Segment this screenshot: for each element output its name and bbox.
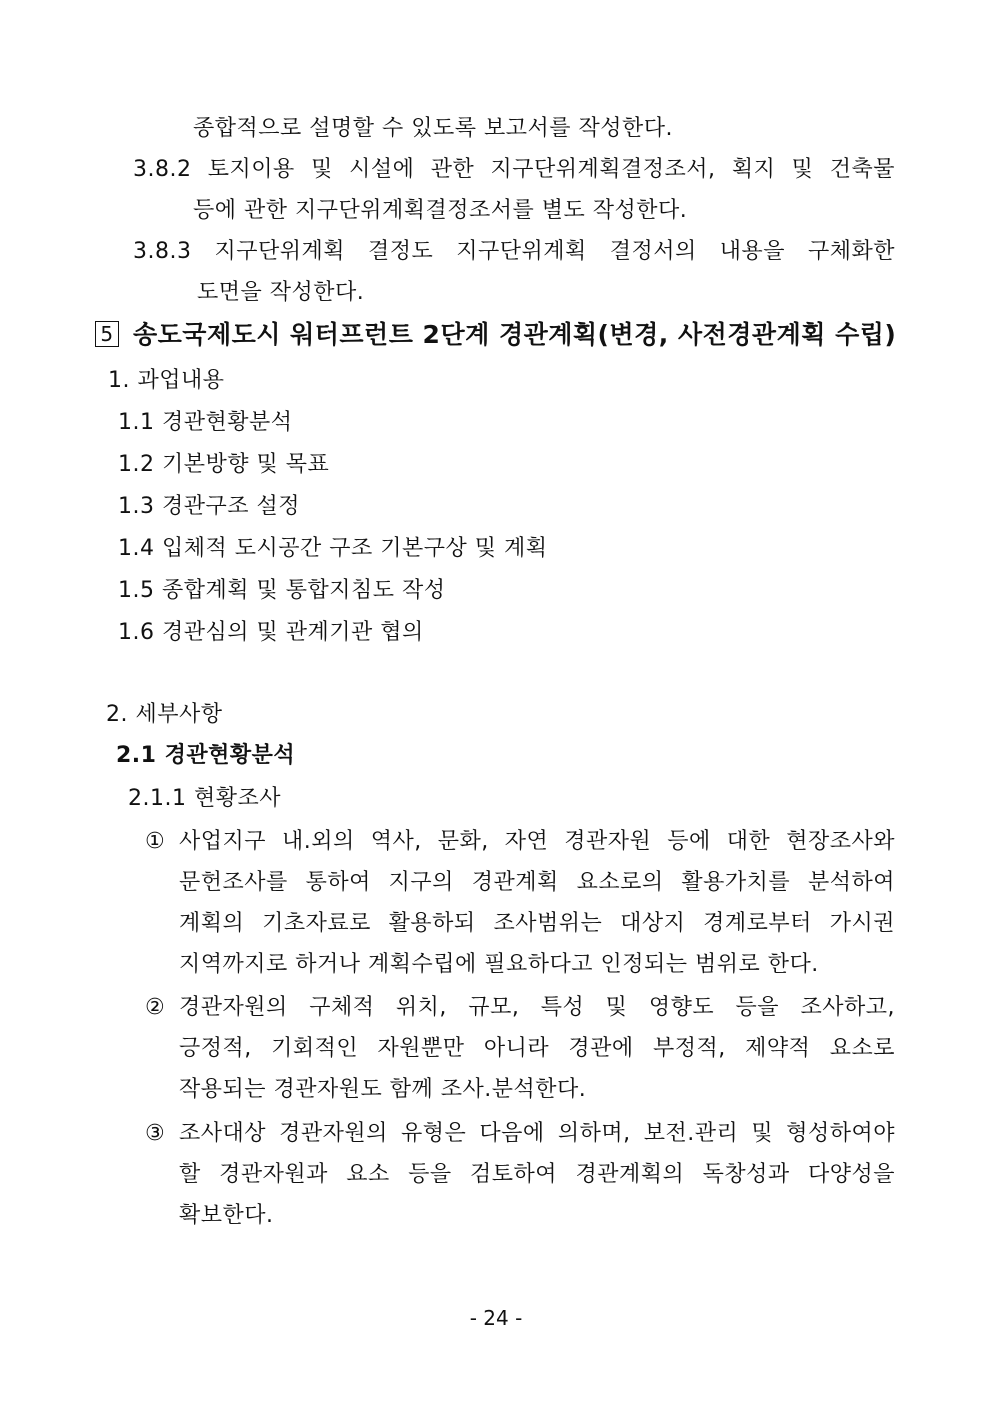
paragraph-1-line4: 지역까지로 하거나 계획수립에 필요하다고 인정되는 범위로 한다.	[179, 952, 819, 977]
paragraph-3-line2: 할 경관자원과 요소 등을 검토하여 경관계획의 독창성과 다양성을	[179, 1162, 895, 1187]
paragraph-3-line1: ③ 조사대상 경관자원의 유형은 다음에 의하며, 보전.관리 및 형성하여야	[145, 1119, 895, 1149]
paragraph-3-line3: 확보한다.	[179, 1203, 274, 1228]
item-3-8-2-line2: 등에 관한 지구단위계획결정조서를 별도 작성한다.	[193, 198, 688, 223]
details-sub-heading: 2.1 경관현황분석	[116, 743, 296, 768]
paragraph-2-line1: ② 경관자원의 구체적 위치, 규모, 특성 및 영향도 등을 조사하고,	[145, 993, 895, 1023]
circled-marker: ①	[145, 829, 166, 854]
paragraph-2-line2: 긍정적, 기회적인 자원뿐만 아니라 경관에 부정적, 제약적 요소로	[179, 1036, 895, 1061]
scope-item: 1.3 경관구조 설정	[118, 494, 300, 519]
section-title: 송도국제도시 워터프런트 2단계 경관계획(변경, 사전경관계획 수립)	[133, 320, 897, 349]
scope-item: 1.5 종합계획 및 통합지침도 작성	[118, 578, 446, 603]
circled-marker: ③	[145, 1121, 166, 1146]
item-3-8-3-line2: 도면을 작성한다.	[197, 280, 365, 305]
details-heading: 2. 세부사항	[106, 702, 223, 727]
scope-item: 1.2 기본방향 및 목표	[118, 452, 330, 477]
paragraph-1-line3: 계획의 기초자료로 활용하되 조사범위는 대상지 경계로부터 가시권	[179, 911, 895, 936]
item-3-8-3-line1: 3.8.3 지구단위계획 결정도 지구단위계획 결정서의 내용을 구체화한	[133, 239, 895, 264]
scope-item: 1.6 경관심의 및 관계기관 협의	[118, 620, 424, 645]
scope-heading: 1. 과업내용	[108, 368, 225, 393]
paragraph-1-line1: ① 사업지구 내.외의 역사, 문화, 자연 경관자원 등에 대한 현장조사와	[145, 827, 895, 857]
paragraph-2-line3: 작용되는 경관자원도 함께 조사.분석한다.	[179, 1077, 587, 1102]
scope-item: 1.4 입체적 도시공간 구조 기본구상 및 계획	[118, 536, 548, 561]
intro-line: 종합적으로 설명할 수 있도록 보고서를 작성한다.	[193, 116, 674, 141]
scope-item: 1.1 경관현황분석	[118, 410, 293, 435]
item-3-8-2-line1: 3.8.2 토지이용 및 시설에 관한 지구단위계획결정조서, 획지 및 건축물	[133, 157, 895, 182]
details-sub-sub-heading: 2.1.1 현황조사	[128, 786, 281, 811]
page-number: - 24 -	[469, 1306, 523, 1330]
section-5-heading	[95, 320, 896, 350]
section-number-box: 5	[95, 321, 119, 347]
circled-marker: ②	[145, 995, 166, 1020]
paragraph-1-line2: 문헌조사를 통하여 지구의 경관계획 요소로의 활용가치를 분석하여	[179, 870, 895, 895]
